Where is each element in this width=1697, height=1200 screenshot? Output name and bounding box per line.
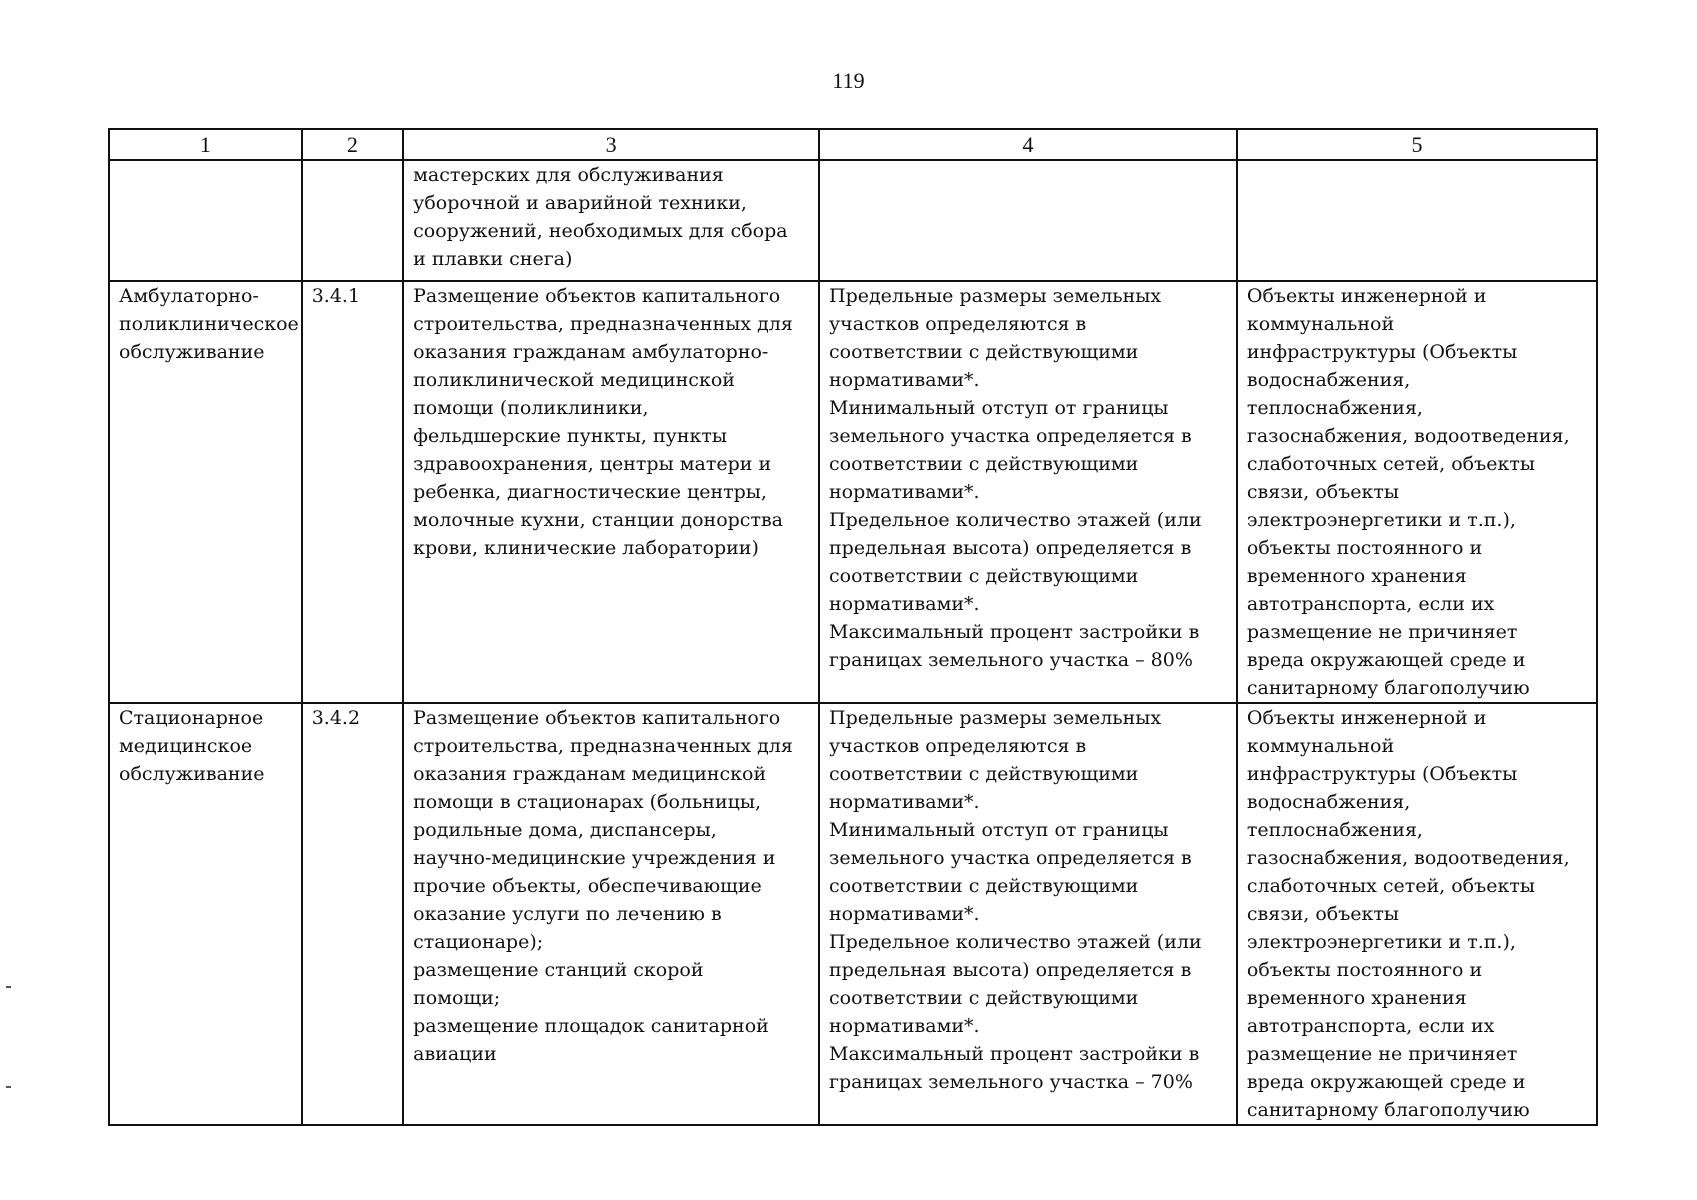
auxiliary-uses-cell: [1237, 160, 1597, 281]
column-header-5: 5: [1237, 129, 1597, 160]
use-description-cell: Размещение объектов капитального строительства, предназначенных для оказания гражданам амбулаторно- поликлинической медицинской помощи (поликлиники, фельдшерские пункты, пункты здравоохранения, центры матери и ребенка, диагностические центры, молочные кухни, станции донорства крови, клинические лаборатории): [403, 281, 819, 703]
page-number: 119: [832, 68, 865, 93]
use-description-cell: мастерских для обслуживания уборочной и аварийной техники, сооружений, необходимых для сбора и плавки снега): [403, 160, 819, 281]
column-header-2: 2: [302, 129, 403, 160]
use-name-cell: Амбулаторно- поликлиническое обслуживание: [109, 281, 302, 703]
use-code-cell: 3.4.1: [302, 281, 403, 703]
table-row: [109, 703, 1597, 1125]
scan-mark: [6, 1086, 11, 1088]
use-code-cell: [302, 160, 403, 281]
parameters-cell: Предельные размеры земельных участков определяются в соответствии с действующими нормативами*. Минимальный отступ от границы земельного участка определяется в соответствии с действующими нормативами*. Предельное количество этажей (или предельная высота) определяется в соответствии с действующими нормативами*. Максимальный процент застройки в границах земельного участка – 70%: [819, 703, 1237, 1125]
header-row: [109, 129, 1597, 160]
parameters-cell: Предельные размеры земельных участков определяются в соответствии с действующими нормативами*. Минимальный отступ от границы земельного участка определяется в соответствии с действующими нормативами*. Предельное количество этажей (или предельная высота) определяется в соответствии с действующими нормативами*. Максимальный процент застройки в границах земельного участка – 80%: [819, 281, 1237, 703]
use-description-cell: Размещение объектов капитального строительства, предназначенных для оказания гражданам медицинской помощи в стационарах (больницы, родильные дома, диспансеры, научно-медицинские учреждения и прочие объекты, обеспечивающие оказание услуги по лечению в стационаре); размещение станций скорой помощи; размещение площадок санитарной авиации: [403, 703, 819, 1125]
column-header-3: 3: [403, 129, 819, 160]
use-name-cell: [109, 160, 302, 281]
use-name-cell: Стационарное медицинское обслуживание: [109, 703, 302, 1125]
land-use-table: [108, 128, 1598, 1126]
auxiliary-uses-cell: Объекты инженерной и коммунальной инфраструктуры (Объекты водоснабжения, теплоснабжения, газоснабжения, водоотведения, слаботочных сетей, объекты связи, объекты электроэнергетики и т.п.), объекты постоянного и временного хранения автотранспорта, если их размещение не причиняет вреда окружающей среде и санитарному благополучию: [1237, 703, 1597, 1125]
table-row: [109, 160, 1597, 281]
parameters-cell: [819, 160, 1237, 281]
scan-mark: [6, 986, 11, 988]
use-code-cell: 3.4.2: [302, 703, 403, 1125]
column-header-4: 4: [819, 129, 1237, 160]
table-row: [109, 281, 1597, 703]
column-header-1: 1: [109, 129, 302, 160]
auxiliary-uses-cell: Объекты инженерной и коммунальной инфраструктуры (Объекты водоснабжения, теплоснабжения, газоснабжения, водоотведения, слаботочных сетей, объекты связи, объекты электроэнергетики и т.п.), объекты постоянного и временного хранения автотранспорта, если их размещение не причиняет вреда окружающей среде и санитарному благополучию: [1237, 281, 1597, 703]
